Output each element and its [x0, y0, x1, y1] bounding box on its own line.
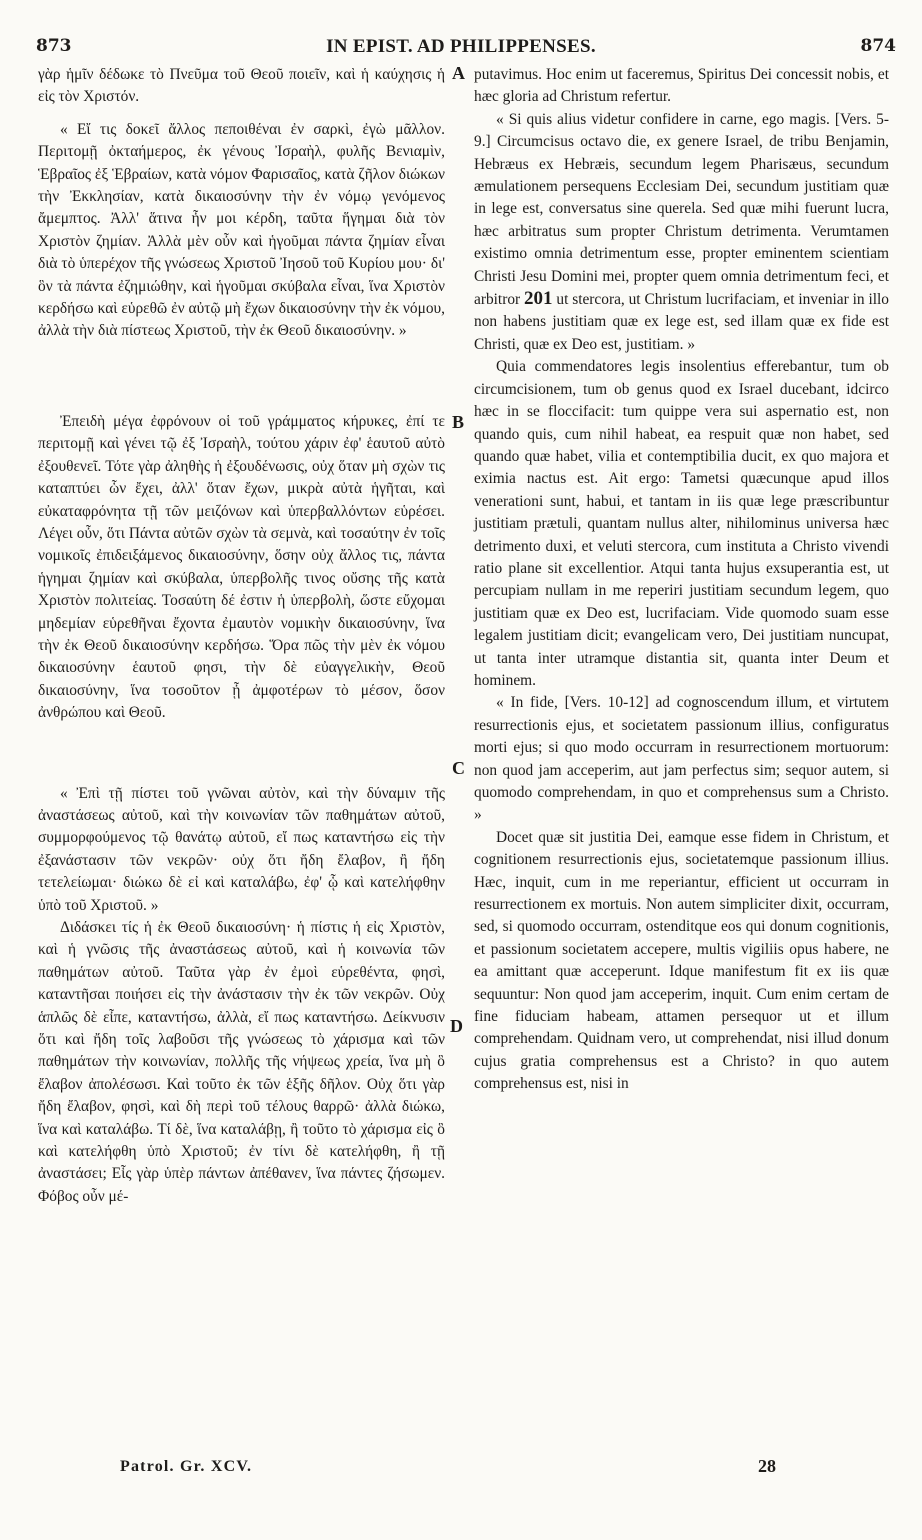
margin-marker-d: D [450, 1016, 463, 1036]
latin-text: « Si quis alius videtur confidere in carne, ego magis. [Vers. 5-9.] Circumcisus octavo die, ex genere Israel, de tribu Benjamin, Hebræus ex Hebræis, secundum legem Pharisæus, secundum æmulationem persequens Ecclesiam Dei, secundum justitiam quæ in lege est, conversatus sine querela. Sed quæ mihi fuerunt lucra, hæc arbitratus sum propter Christum detrimenta. Verumtamen existimo omnia detrimentum esse, propter eminentem scientiam Christi Jesu Domini mei, propter quem omnia detrimentum feci, et arbitror [474, 110, 889, 309]
footer-title: Patrol. Gr. XCV. [120, 1458, 253, 1475]
latin-paragraph: putavimus. Hoc enim ut faceremus, Spiritus Dei concessit nobis, et hæc gloria ad Christum refertur. [474, 66, 889, 106]
column-number-201: 201 [524, 288, 553, 310]
greek-paragraph: γὰρ ἡμῖν δέδωκε τὸ Πνεῦμα τοῦ Θεοῦ ποιεῖν, καὶ ἡ καύχησις ἡ εἰς τὸν Χριστόν. [38, 66, 445, 106]
latin-column [474, 64, 889, 1096]
signature-mark: 28 [758, 1456, 776, 1476]
margin-marker-c: C [452, 758, 465, 778]
latin-paragraph: « In fide, [Vers. 10-12] ad cognoscendum illum, et virtutem resurrectionis ejus, et societatem passionum illius, configuratus morti ejus; si quo modo occurram in resurrectionem mortuorum: non quod jam acceperim, aut jam perfectus sim; sequor autem, si quomodo comprehendam, in quo et comprehensus sum a Christo. » [474, 694, 889, 824]
latin-paragraph [474, 109, 889, 356]
latin-paragraph: Docet quæ sit justitia Dei, eamque esse fidem in Christum, et cognitionem resurrectionis ejus, societatemque passionum illius. Hæc, inquit, cum in me reperiantur, efficient ut occurram in resurrectionem ex mortuis. Non autem simpliciter dixit, occurram, sed, si quomodo occurram, ostenditque eos qui donum cognitionis, et passionum societatem accepere, multis vigiliis opus habere, ne ea amittant quæ acceperunt. Idque manifestum fit ex iis quæ sequuntur: Non quod jam acceperim, inquit. Cum enim certam de fine fiduciam habeam, attamen persequor ut et illum comprehendam. Quidnam vero, ut comprehendat, nisi illud donum cujus gratia comprehensus est a Christo? in quo autem comprehensus est, nisi in [474, 828, 889, 1093]
greek-paragraph: Ἐπειδὴ μέγα ἐφρόνουν οἱ τοῦ γράμματος κήρυκες, ἐπί τε περιτομῇ καὶ γένει τῷ ἐξ Ἰσραὴλ, τούτου χάριν ἐφ' ἑαυτοῦ αὐτὸ ἐξουθενεῖ. Τότε γὰρ ἀληθὴς ἡ ἐξουδένωσις, οὐχ ὅταν μὴ σχὼν τις καταπτύει ὧν ἔχει, ἀλλ' ὅταν ἔχων, μικρὰ αὐτὰ ἡγῆται, καὶ εὐκαταφρόνητα τῇ τῶν μειζόνων καὶ ὑπερβαλλόντων εὑρέσει. Λέγει οὖν, ὅτι Πάντα αὐτῶν σχὼν τὰ σεμνὰ, καὶ τοσαύτην ἐν τοῖς νομικοῖς ἐπιδειξάμενος δικαιοσύνην, ὅσην οὐχ ἄλλος τις, πάντα ἡγημαι ζημίαν καὶ σκύβαλα, ὑπερβολῆς τινος οὔσης τῆς κατὰ Χριστὸν πολιτείας. Τοσαύτη δέ ἐστιν ἡ ὑπερβολὴ, ὥστε εὔχομαι μηδεμίαν εὑρεθῆναι ἔχοντα ἐμαυτὸν νομικὴν δικαιοσύνην, ἵνα τὴν ἐκ Θεοῦ δικαιοσύνην κερδήσω. Ὅρα πῶς τὴν μὲν ἐκ νόμου δικαιοσύνην ἑαυτοῦ φησι, τὴν δὲ εὐαγγελικὴν, Θεοῦ δικαιοσύνην, ἵνα τοσοῦτον ᾖ ἀμφοτέρων τὸ μέσον, ὅσον ἀνθρώπου καὶ Θεοῦ. [38, 412, 445, 722]
margin-marker-b: B [452, 412, 465, 432]
left-page-number: 873 [36, 36, 72, 56]
running-title: IN EPIST. AD PHILIPPENSES. [326, 36, 596, 57]
right-page-number: 874 [860, 36, 896, 56]
greek-paragraph: Διδάσκει τίς ἡ ἐκ Θεοῦ δικαιοσύνη· ἡ πίστις ἡ εἰς Χριστὸν, καὶ ἡ γνῶσις τῆς ἀναστάσεως αὐτοῦ, καὶ ἡ κοινωνία τῶν παθημάτων αὐτοῦ. Ταῦτα γὰρ ἐν ἐμοὶ εὑρεθέντα, φησὶ, καταντῆσαι ποιήσει εἰς τὴν ἀνάστασιν τὴν ἐκ τῶν νεκρῶν. Οὐχ ἁπλῶς δὲ εἶπε, καταντήσω, ἀλλὰ, εἴ πως καταντήσω. Δείκνυσιν ὅτι καὶ ἤδη τοῖς λαβοῦσι τῆς γνώσεως τὸ χάρισμα καὶ τῶν παθημάτων τὴν κοινωνίαν, πολλῆς τῆς νήψεως χρεία, ἵνα μὴ ὃ ἔλαβον ἀπολέσωσι. Καὶ τοῦτο ἐκ τῶν ἑξῆς δῆλον. Οὐχ ὅτι γὰρ ἤδη ἔλαβον, φησὶ, καὶ δὴ περὶ τοῦ τέλους θαρρῶ· ἀλλὰ διώκω, ἵνα καὶ καταλάβω. Τί δὲ, ἵνα καταλάβῃ, ἢ τοῦτο τὸ χάρισμα εἰς ὃ καὶ κατελήφθη ὑπὸ Χριστοῦ; ἐν τίνι δὲ κατελήφθη, ἢ τῇ ἀναστάσει; Εἷς γὰρ ὑπὲρ πάντων ἀπέθανεν, ἵνα πάντες ζήσωμεν. Φόβος οὖν μέ- [38, 919, 445, 1205]
greek-column [38, 64, 445, 1208]
greek-paragraph: « Ἐπὶ τῇ πίστει τοῦ γνῶναι αὐτὸν, καὶ τὴν δύναμιν τῆς ἀναστάσεως αὐτοῦ, καὶ τὴν κοινωνίαν τῶν παθημάτων αὐτοῦ, συμμορφούμενος τῷ θανάτῳ αὐτοῦ, εἴ πως καταντήσω εἰς τὴν ἐξανάστασιν τῶν νεκρῶν· οὐχ ὅτι ἤδη ἔλαβον, ἢ ἤδη τετελείωμαι· διώκω δὲ εἰ καὶ καταλάβω, ἐφ' ᾧ καὶ κατελήφθην ὑπὸ τοῦ Χριστοῦ. » [38, 784, 445, 914]
margin-marker-a: A [452, 63, 465, 83]
greek-paragraph: « Εἴ τις δοκεῖ ἄλλος πεποιθέναι ἐν σαρκὶ, ἐγὼ μᾶλλον. Περιτομῇ ὀκταήμερος, ἐκ γένους Ἰσραὴλ, φυλῆς Βενιαμὶν, Ἑβραῖος ἐξ Ἑβραίων, κατὰ νόμον Φαρισαῖος, κατὰ ζῆλον διώκων τὴν Ἐκκλησίαν, κατὰ δικαιοσύνην τὴν ἐν νόμῳ γενόμενος ἄμεμπτος. Ἀλλ' ἅτινα ἦν μοι κέρδη, ταῦτα ἥγημαι διὰ τὸν Χριστὸν ζημίαν. Ἀλλὰ μὲν οὖν καὶ ἡγοῦμαι πάντα ζημίαν εἶναι διὰ τὸ ὑπερέχον τῆς γνώσεως Χριστοῦ Ἰησοῦ τοῦ Κυρίου μου· δι' ὃν τὰ πάντα ἐζημιώθην, καὶ ἡγοῦμαι σκύβαλα εἶναι, ἵνα Χριστὸν κερδήσω καὶ εὑρεθῶ ἐν αὐτῷ μὴ ἔχων δικαιοσύνην τὴν ἐκ νόμου, ἀλλὰ τὴν διὰ πίστεως Χριστοῦ, τὴν ἐκ Θεοῦ δικαιοσύνην. » [38, 120, 445, 340]
latin-paragraph: Quia commendatores legis insolentius efferebantur, tum ob circumcisionem, tum ob genus quod ex Israel ducebant, idcirco hæc in se floccifacit: tum quippe vera sui aspernatio est, non quando quis, cum nihil habeat, ea respuit quæ non habet, sed quando quæ habet, vilia et contemptibilia ducit, ex quo majora et eximia nactus est. Ait ergo: Tametsi quæcunque apud illos venerationi sunt, habui, et tantam in iis quæ lege præscribuntur justitiam prætuli, quantam nullus alter, nihilominus universa hæc detrimento duxi, et veluti stercora, cum instituta a Christo vivendi ratio plane sit excellentior. Atqui tanta hujus exsuperantia est, ut percupiam nullam in me reperiri justitiam secundum legem, quo justitiam quæ ex Deo est, lucrifaciam. Vide quomodo suam esse legalem justitiam dicit; evangelicam vero, Dei justitiam nuncupat, ut tanta inter utramque distantia sit, quanta inter Deum et hominem. [474, 358, 889, 689]
latin-text: ut stercora, ut Christum lucrifaciam, et inveniar in illo non habens justitiam quæ ex lege est, sed illam quæ ex fide est Christi, quæ ex Deo est, justitiam. » [474, 291, 889, 353]
